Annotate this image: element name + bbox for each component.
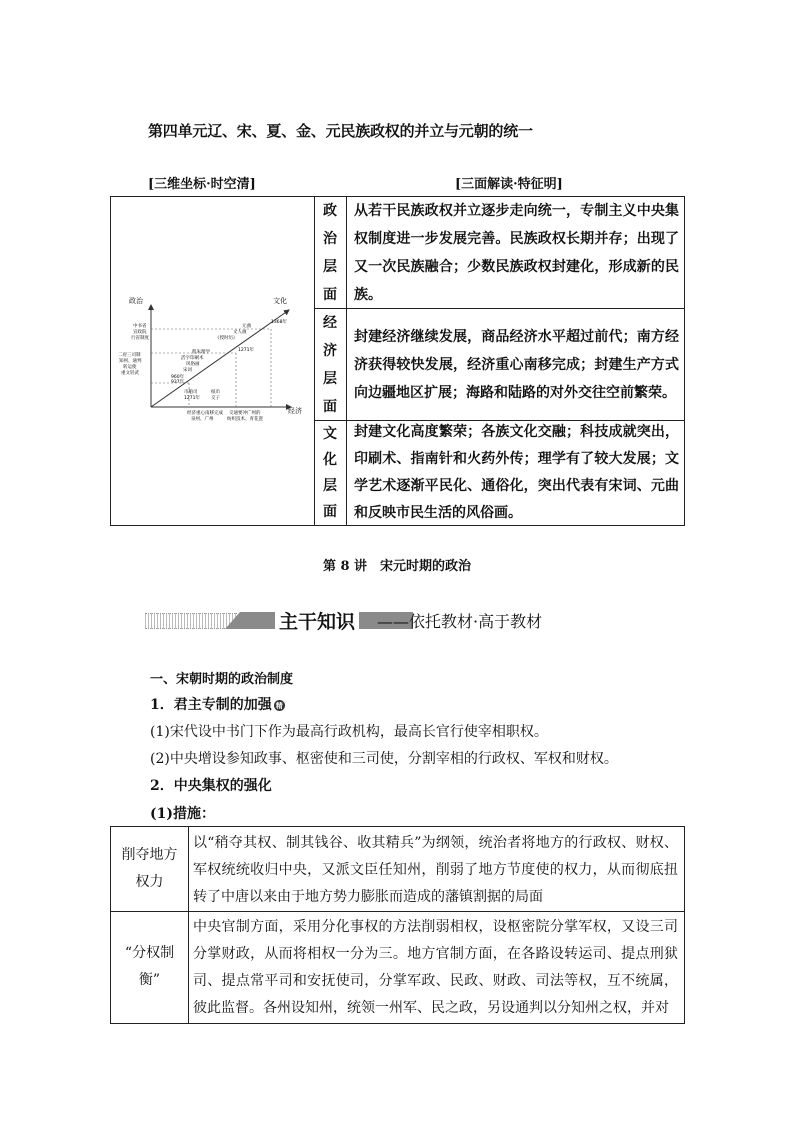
timeline-header: [三维坐标·时空清] (148, 177, 256, 192)
analysis-header: [三面解读·特征明] (455, 177, 563, 192)
note: 泉州、广州 (191, 417, 214, 422)
note: 纸币 (211, 390, 220, 395)
note: 纺织技术、青花瓷 (227, 417, 263, 422)
aspect-text (354, 421, 679, 525)
note: 1271年 (184, 396, 200, 401)
aspect-row-economy (314, 308, 685, 420)
note: 二府三司制 (118, 353, 141, 358)
item-heading: 2．中央集权的强化 (150, 778, 272, 794)
aspect-text (354, 309, 679, 420)
note: 市舶司 (184, 390, 198, 395)
note: 中书省 (133, 324, 147, 329)
aspect-label (314, 309, 347, 420)
note: 元曲 (242, 324, 251, 329)
measures-label: (1)措施： (150, 806, 215, 822)
note: 交通要冲广州的 (229, 411, 261, 416)
measures-row-head-text: “分权制衡” (124, 945, 175, 988)
paragraph: (2)中央增设参知政事、枢密使和三司使，分割宰相的行政权、军权和财权。 (150, 751, 618, 767)
coordinate-diagram (111, 197, 315, 525)
note: 经济重心南移完成 (187, 411, 223, 416)
measures-row-body: 以“稍夺其权、制其钱谷、收其精兵”为纲领，统治者将地方的行政权、财权、军权统统收归中央，又派文臣任知州，削弱了地方节度使的权力，从而彻底扭转了中唐以来由于地方势力膨胀而造成的藩镇割据的局面 (193, 835, 678, 905)
note: 文人画 (233, 330, 247, 335)
banner-title: 主干知识 (275, 607, 359, 634)
note: 宋词 (183, 368, 192, 373)
aspect-label-text: 经济层面 (323, 314, 337, 415)
key-point-mark: 精 (275, 700, 283, 710)
note: 行省制度 (131, 336, 149, 341)
note: 程朱理学 (192, 350, 210, 355)
measures-table (110, 826, 685, 1024)
measures-row-head-text: 削夺地方权力 (121, 847, 178, 890)
note: 937年 (171, 380, 185, 385)
coordinate-diagram-svg (111, 197, 314, 525)
measures-row (111, 827, 684, 912)
note: 交子 (211, 396, 220, 401)
note: 960年 (171, 375, 185, 380)
note: 1368年 (271, 320, 287, 325)
aspect-row-culture (314, 420, 685, 525)
note: 风俗画 (186, 362, 200, 367)
section-heading: 一、宋朝时期的政治制度 (150, 672, 294, 687)
lecture-title: 第 8 讲 宋元时期的政治 (322, 559, 472, 574)
overview-table (110, 196, 685, 526)
note: 1271年 (238, 348, 254, 353)
banner-subtitle: ——依托教材·高于教材 (377, 612, 543, 631)
measures-row (111, 911, 684, 1023)
measures-row-head (111, 827, 189, 911)
aspect-text-body: 封建经济继续发展，商品经济水平超过前代；南方经济获得较快发展，经济重心南移完成；封建生产方式向边疆地区扩展；海路和陆路的对外交往空前繁荣。 (354, 328, 679, 401)
aspect-label-text: 文化层面 (323, 426, 337, 520)
aspect-text-body: 从若干民族政权并立逐步走向统一，专制主义中央集权制度进一步发展完善。民族政权长期并存；出现了又一次民族融合；少数民族政权封建化，形成新的民族。 (354, 202, 679, 303)
unit-title: 第四单元辽、宋、夏、金、元民族政权的并立与元朝的统一 (148, 122, 533, 140)
note: 重文轻武 (121, 371, 139, 376)
note: 《授时历》 (215, 336, 238, 341)
aspect-label (314, 197, 347, 308)
note: 转运使 (123, 365, 137, 370)
axis-x-label: 经济 (288, 407, 302, 415)
paragraph: (1)宋代设中书门下作为最高行政机构，最高长官行使宰相职权。 (150, 724, 548, 740)
section-banner (145, 606, 650, 636)
aspect-label-text: 政治层面 (323, 202, 337, 303)
axis-y-label: 政治 (129, 297, 143, 305)
measures-row-head (111, 911, 189, 1023)
note: 知州、通判 (119, 359, 142, 364)
item-heading (150, 694, 285, 714)
aspect-row-politics (314, 197, 685, 308)
aspect-text-body: 封建文化高度繁荣；各族文化交融；科技成就突出，印刷术、指南针和火药外传；理学有了较大发展；文学艺术逐渐平民化、通俗化，突出代表有宋词、元曲和反映市民生活的风俗画。 (354, 424, 679, 521)
banner-hatch (145, 613, 237, 629)
aspect-label (314, 421, 347, 525)
note: 活字印刷术 (181, 356, 204, 361)
measures-row-body: 中央官制方面，采用分化事权的方法削弱相权，设枢密院分掌军权，又设三司分掌财政，从而将相权一分为三。地方官制方面，在各路设转运司、提点刑狱司、提点常平司和安抚使司，分掌军政、民政、财政、司法等权，互不统属，彼此监督。各州设知州，统领一州军、民之政，另设通判以分知州之权，并对 (193, 919, 678, 1016)
aspect-text (354, 197, 679, 308)
note: 宣政院 (133, 330, 147, 335)
item-heading-text: 1．君主专制的加强 (150, 697, 272, 713)
axis-corner-label: 文化 (273, 297, 287, 305)
